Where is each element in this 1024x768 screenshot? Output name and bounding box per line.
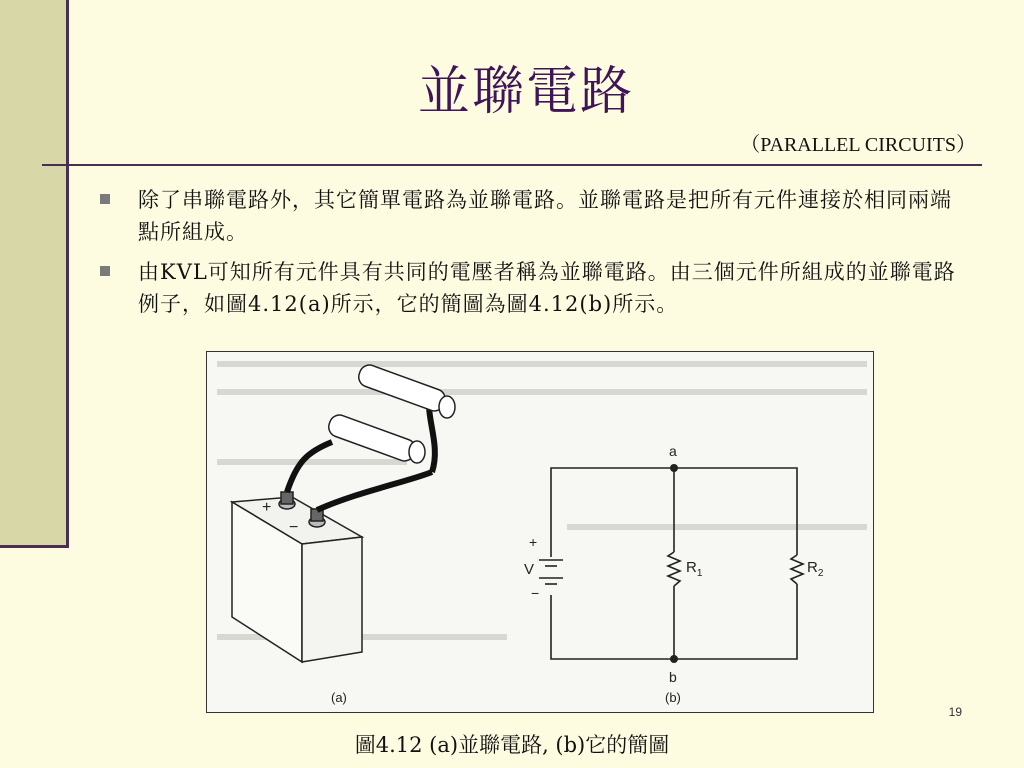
r2-label: $R_2$ — [807, 559, 824, 579]
figure-caption: 圖4.12 (a)並聯電路, (b)它的簡圖 — [354, 733, 670, 757]
circuit-illustration — [207, 352, 873, 712]
r1-label: $R_1$ — [686, 559, 703, 579]
title-divider — [42, 164, 982, 166]
node-a-label: a — [669, 443, 677, 459]
page-number: 19 — [948, 705, 962, 719]
voltage-source-symbol — [539, 560, 563, 584]
source-minus-label: − — [531, 585, 540, 601]
sidebar-decoration — [0, 0, 69, 548]
circuit-figure — [206, 351, 874, 713]
bullet-text: 由KVL可知所有元件具有共同的電壓者稱為並聯電路。由三個元件所組成的並聯電路例子，如圖4.12(a)所示，它的簡圖為圖4.12(b)所示。 — [138, 260, 956, 316]
node-a-dot — [670, 464, 678, 472]
square-bullet-icon — [100, 266, 110, 276]
source-label: V — [524, 561, 535, 578]
node-b-dot — [670, 655, 678, 663]
resistor-drawings — [287, 362, 455, 510]
bullet-item — [100, 184, 970, 248]
page-subtitle: （PARALLEL CIRCUITS） — [740, 134, 976, 156]
bullet-list — [100, 184, 970, 328]
square-bullet-icon — [100, 194, 110, 204]
battery-plus-label: + — [262, 499, 272, 516]
page-title: 並聯電路 — [418, 62, 635, 122]
figure-b-label: (b) — [665, 690, 681, 705]
bullet-text: 除了串聯電路外，其它簡單電路為並聯電路。並聯電路是把所有元件連接於相同兩端點所組成。 — [138, 188, 952, 244]
source-plus-label: + — [529, 534, 538, 550]
bullet-item — [100, 256, 970, 320]
node-b-label: b — [669, 669, 677, 685]
battery-minus-label: − — [289, 519, 299, 536]
figure-a-label: (a) — [331, 690, 347, 705]
